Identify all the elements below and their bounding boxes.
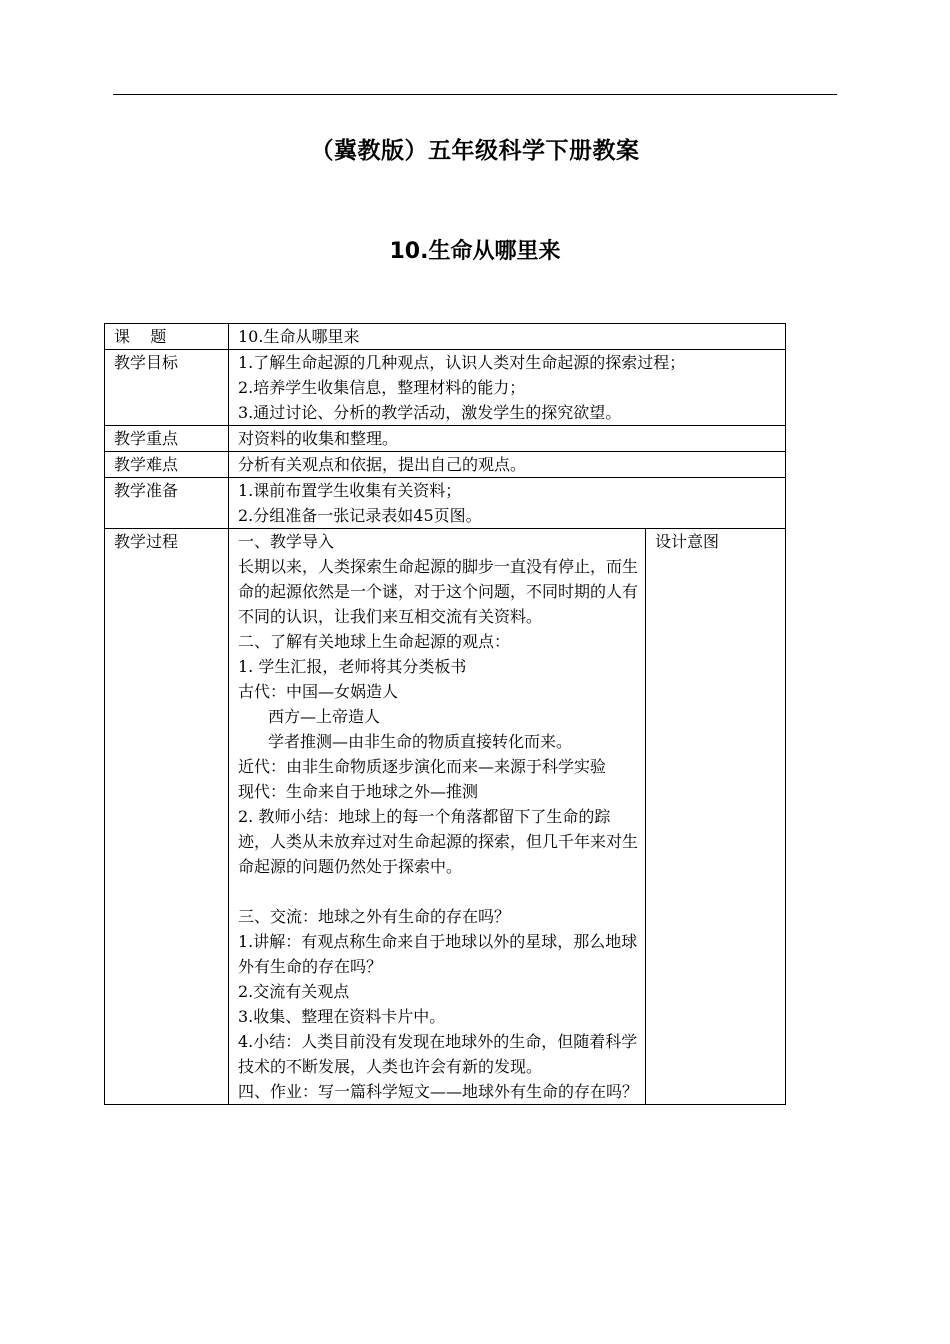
process-heading: 二、了解有关地球上生命起源的观点： [238, 632, 511, 651]
process-heading: 一、教学导入 [238, 532, 335, 551]
preparation-value [229, 478, 786, 529]
process-paragraph: 2. 教师小结：地球上的每一个角落都留下了生命的踪迹，人类从未放弃过对生命起源的探索，但几千年来对生命起源的问题仍然处于探索中。 [238, 807, 639, 876]
document-title: （冀教版）五年级科学下册教案 [310, 138, 640, 164]
process-item: 2.交流有关观点 [238, 982, 350, 1001]
process-item: 学者推测—由非生命的物质直接转化而来。 [268, 732, 573, 751]
goals-value [229, 350, 786, 426]
topic-value: 10.生命从哪里来 [229, 324, 786, 350]
difficulties-label: 教学难点 [105, 452, 229, 478]
lesson-plan-table [104, 323, 786, 1105]
goal-item: 3.通过讨论、分析的教学活动，激发学生的探究欲望。 [238, 403, 622, 422]
goals-label: 教学目标 [105, 350, 229, 426]
process-item: 1.讲解：有观点称生命来自于地球以外的星球，那么地球外有生命的存在吗？ [238, 932, 638, 976]
process-label: 教学过程 [105, 529, 229, 1105]
key-points-value: 对资料的收集和整理。 [229, 426, 786, 452]
blank-line [238, 879, 641, 904]
lesson-title: 10.生命从哪里来 [389, 239, 561, 264]
key-points-label: 教学重点 [105, 426, 229, 452]
preparation-label: 教学准备 [105, 478, 229, 529]
row-difficulties [105, 452, 786, 478]
process-heading: 四、作业：写一篇科学短文——地球外有生命的存在吗？ [238, 1082, 639, 1101]
difficulties-value: 分析有关观点和依据，提出自己的观点。 [229, 452, 786, 478]
goal-item: 1.了解生命起源的几种观点，认识人类对生命起源的探索过程； [238, 353, 686, 372]
process-item: 3.收集、整理在资料卡片中。 [238, 1007, 446, 1026]
row-key-points [105, 426, 786, 452]
header-rule [113, 94, 837, 95]
preparation-item: 1.课前布置学生收集有关资料； [238, 481, 462, 500]
row-preparation [105, 478, 786, 529]
preparation-item: 2.分组准备一张记录表如45页图。 [238, 506, 482, 525]
process-paragraph: 长期以来，人类探索生命起源的脚步一直没有停止，而生命的起源依然是一个谜，对于这个问题，不同时期的人有不同的认识，让我们来互相交流有关资料。 [238, 557, 639, 626]
process-item: 近代：由非生命物质逐步演化而来—来源于科学实验 [238, 757, 607, 776]
process-item: 1. 学生汇报，老师将其分类板书 [238, 657, 467, 676]
topic-label: 课 题 [105, 324, 229, 350]
process-item: 西方—上帝造人 [268, 707, 381, 726]
row-process [105, 529, 786, 1105]
process-item: 4.小结：人类目前没有发现在地球外的生命，但随着科学技术的不断发展，人类也许会有新的发现。 [238, 1032, 638, 1076]
row-goals [105, 350, 786, 426]
row-topic [105, 324, 786, 350]
goal-item: 2.培养学生收集信息，整理材料的能力； [238, 378, 526, 397]
process-heading: 三、交流：地球之外有生命的存在吗？ [238, 907, 511, 926]
process-item: 现代：生命来自于地球之外—推测 [238, 782, 479, 801]
process-content [229, 529, 646, 1105]
design-intent: 设计意图 [646, 529, 786, 1105]
process-item: 古代：中国—女娲造人 [238, 682, 399, 701]
